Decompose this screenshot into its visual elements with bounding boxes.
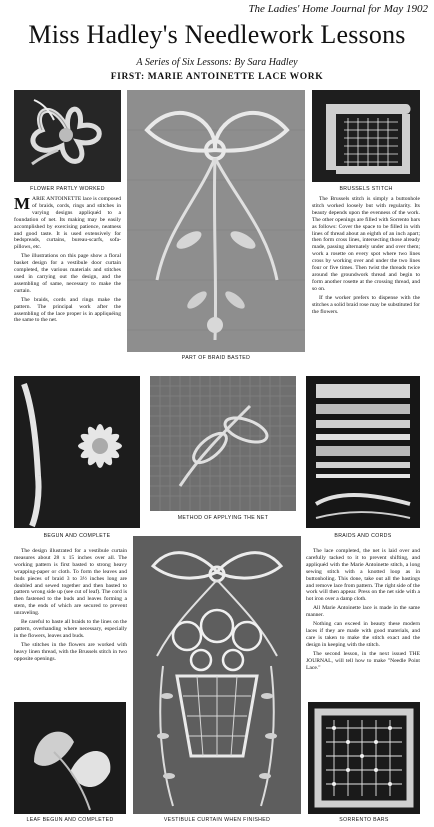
body-text-column-4 (306, 548, 420, 696)
col3-paragraph-1: The design illustrated for a vestibule curtain measures about 28 x 15 inches over all. The working pattern is first basted to strong heavy wrapping-paper or cloth. To form the leaves and buds pieces of braid 3 to 3½ inches long are doubled and sewed together and then basted to pattern wrong side up (see cut of leaf). The cord is then fastened to the buds and leaves forming a stem, the ends of which are secured to prevent unraveling. (14, 548, 127, 617)
drop-cap: M (14, 196, 31, 213)
col2-paragraph-1: The Brussels stitch is simply a buttonhole stitch worked loosely but with regularity. Its beauty depends upon the evenness of the work. The other openings are filled with Sorrento bars as follows: Cover the space to be filled in with lines of thread about an eighth of an inch apart; then form cross lines, intersecting those already made, passing alternately under and over them; work a rosette on every spot where two lines cross by working over and under the two lines four or five times. Then twist the threads twice around the groundwork thread and begin to form another rosette at the crossing thread, and so on. (312, 196, 420, 292)
caption-brussels: BRUSSELS STITCH (339, 186, 393, 192)
article-subtitle: A Series of Six Lessons: By Sara Hadley (136, 57, 298, 68)
brussels-stitch-photo (312, 90, 420, 182)
sorrento-bars-image (308, 702, 420, 814)
col3-paragraph-3: The stitches in the flowers are worked with heavy linen thread, with the Brussels stitch in two opposite openings. (14, 641, 127, 662)
flower-partly-worked-photo (14, 90, 121, 182)
body-text-column-2 (312, 196, 420, 358)
body-text-column-1 (14, 196, 121, 358)
braid-basted-image (127, 90, 305, 352)
begun-complete-image (14, 376, 140, 528)
section-heading: FIRST: MARIE ANTOINETTE LACE WORK (110, 72, 324, 82)
caption-curtain: VESTIBULE CURTAIN WHEN FINISHED (163, 817, 271, 823)
article-title: Miss Hadley's Needlework Lessons (28, 20, 406, 49)
braids-and-cords-photo (306, 376, 420, 528)
caption-sorrento: SORRENTO BARS (339, 817, 389, 823)
col4-paragraph-4: The second lesson, in the next issued THE JOURNAL, will tell how to make "Needle Point Lace." (306, 650, 420, 671)
brussels-stitch-image (312, 90, 420, 182)
caption-braid-basted: PART OF BRAID BASTED (181, 355, 251, 361)
braids-cords-image (306, 376, 420, 528)
body-text-column-3 (14, 548, 127, 696)
caption-applying: METHOD OF APPLYING THE NET (177, 515, 269, 521)
col4-paragraph-2: All Marie Antoinette lace is made in the same manner. (306, 605, 420, 619)
braid-basted-photo (127, 90, 305, 352)
running-head: The Ladies' Home Journal for May 1902 (248, 3, 428, 15)
caption-flower: FLOWER PARTLY WORKED (30, 186, 105, 192)
applying-net-image (150, 376, 296, 511)
vestibule-curtain-photo (133, 536, 301, 814)
applying-net-photo (150, 376, 296, 511)
leaf-image (14, 702, 126, 814)
col1-paragraph-1: ARIE ANTOINETTE lace is composed of braids, cords, rings and stitches in varying designs appliquéd to a foundation of net. Its making may be easily accomplished by exercising patience, neatness and good taste. It is used extensively for bedspreads, curtains, bureau-scarfs, sofa-pillows, etc. (14, 196, 121, 251)
caption-begun: BEGUN AND COMPLETE (43, 533, 111, 539)
col3-paragraph-2: Be careful to baste all braids to the lines on the pattern, overhanding where necessary, especially in the flowers, leaves and buds. (14, 619, 127, 639)
caption-braids-cords: BRAIDS AND CORDS (334, 533, 392, 539)
col4-paragraph-1: The lace completed, the net is laid over and carefully tacked to it to prevent shifting, and appliquéd with the Marie Antoinette stitch, a long sewing stitch with a knotted loop as in buttonholing. This done, take out all the bastings and remove lace from pattern. The right side of the work will then appear. Press on the net side with a hot iron over a damp cloth. (306, 548, 420, 603)
col2-paragraph-2: If the worker prefers to dispense with the stitches a solid braid rose may be substituted for the flowers. (312, 294, 420, 315)
leaf-photo (14, 702, 126, 814)
sorrento-bars-photo (308, 702, 420, 814)
caption-leaf: LEAF BEGUN AND COMPLETED (26, 817, 114, 823)
col4-paragraph-3: Nothing can exceed in beauty these modern laces if they are made with good materials, and care is taken to make the stitch exact and the design in keeping with the stitch. (306, 621, 420, 648)
begun-and-complete-photo (14, 376, 140, 528)
flower-lace-image (14, 90, 121, 182)
vestibule-curtain-image (133, 536, 301, 814)
col1-paragraph-3: The braids, cords and rings make the pattern. The principal work after the assembling of the lace proper is in appliquéing the same to the net. (14, 296, 121, 324)
col1-paragraph-2: The illustrations on this page show a floral basket design for a vestibule door curtain completed, the various materials and stitches used in carrying out the design, and the assembling of same, necessary to make the curtain. (14, 253, 121, 294)
